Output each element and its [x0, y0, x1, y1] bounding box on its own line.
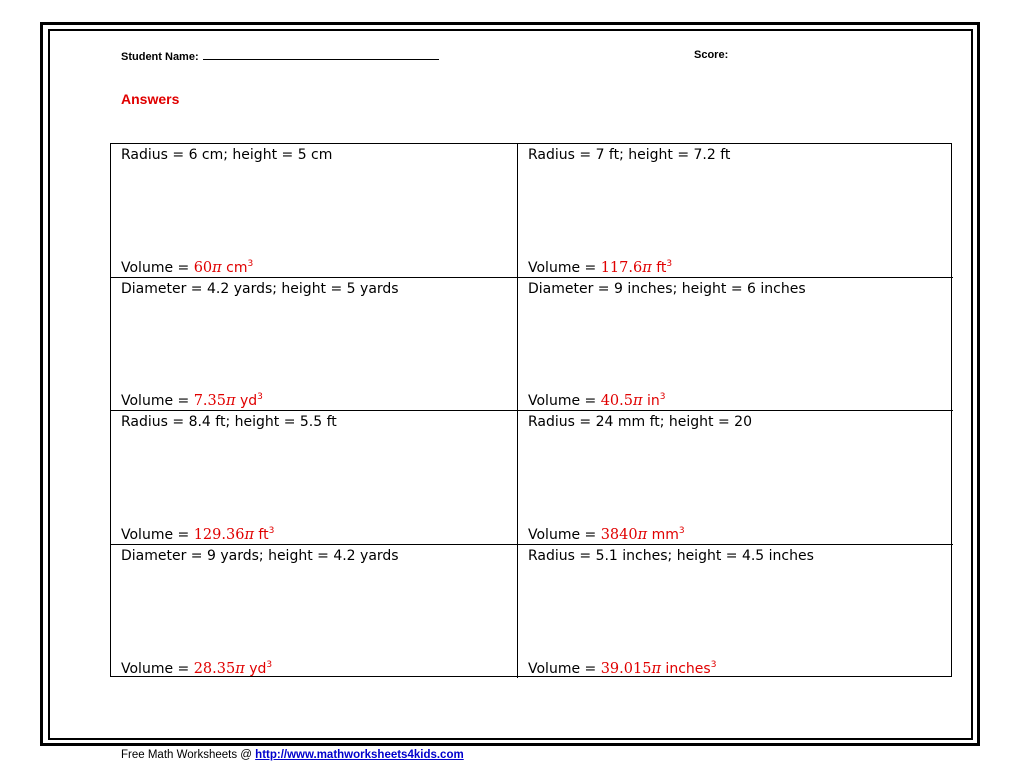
problem-volume: Volume = 60π $cm^3$: [121, 258, 254, 276]
problems-grid: [110, 143, 952, 677]
problem-cell: [111, 545, 518, 679]
answer: 28.35π $yd^3$: [193, 660, 273, 677]
problem-cell: [518, 411, 953, 545]
footer-link[interactable]: http://www.mathworksheets4kids.com: [255, 749, 464, 761]
student-name-line: [203, 49, 439, 60]
problem-cell: [518, 545, 953, 679]
problem-given: Radius = 5.1 inches; height = 4.5 inches: [528, 547, 814, 564]
answer: 40.5π $in^3$: [600, 392, 666, 409]
problem-volume: Volume = 129.36π $ft^3$: [121, 525, 275, 543]
problem-cell: [111, 144, 518, 278]
problem-given: Radius = 24 mm ft; height = 20: [528, 414, 752, 430]
answer: 7.35π $yd^3$: [193, 392, 263, 409]
problem-volume: Volume = 40.5π $in^3$: [528, 392, 666, 409]
problem-given: Diameter = 4.2 yards; height = 5 yards: [121, 280, 399, 297]
problem-given: Radius = 7 ft; height = 7.2 ft: [528, 147, 731, 163]
student-name-label: Student Name:: [121, 51, 199, 63]
problem-cell: [111, 278, 518, 412]
footer: [121, 749, 464, 761]
answer: 39.015π inches$^3$: [600, 660, 717, 677]
problem-given: Radius = 8.4 ft; height = 5.5 ft: [121, 414, 337, 430]
problem-given: Radius = 6 cm; height = 5 cm: [121, 147, 333, 163]
problem-cell: [518, 278, 953, 412]
problem-volume: Volume = 28.35π $yd^3$: [121, 660, 273, 677]
problem-volume: Volume = 7.35π $yd^3$: [121, 392, 263, 409]
problem-given: Diameter = 9 inches; height = 6 inches: [528, 280, 806, 297]
answers-heading: Answers: [121, 91, 180, 107]
problem-given: Diameter = 9 yards; height = 4.2 yards: [121, 547, 399, 564]
answer: 60π $cm^3$: [193, 258, 254, 276]
problem-cell: [111, 411, 518, 545]
problem-volume: Volume = 117.6π $ft^3$: [528, 258, 673, 276]
student-name-field: [121, 49, 439, 63]
answer: 117.6π $ft^3$: [600, 258, 673, 276]
problem-volume: Volume = 3840π $mm^3$: [528, 525, 685, 543]
footer-text: Free Math Worksheets @: [121, 749, 256, 761]
problem-volume: Volume = 39.015π inches$^3$: [528, 660, 717, 677]
answer: 3840π $mm^3$: [600, 525, 685, 543]
score-label: Score:: [694, 49, 729, 61]
problem-cell: [518, 144, 953, 278]
answer: 129.36π $ft^3$: [193, 525, 275, 543]
